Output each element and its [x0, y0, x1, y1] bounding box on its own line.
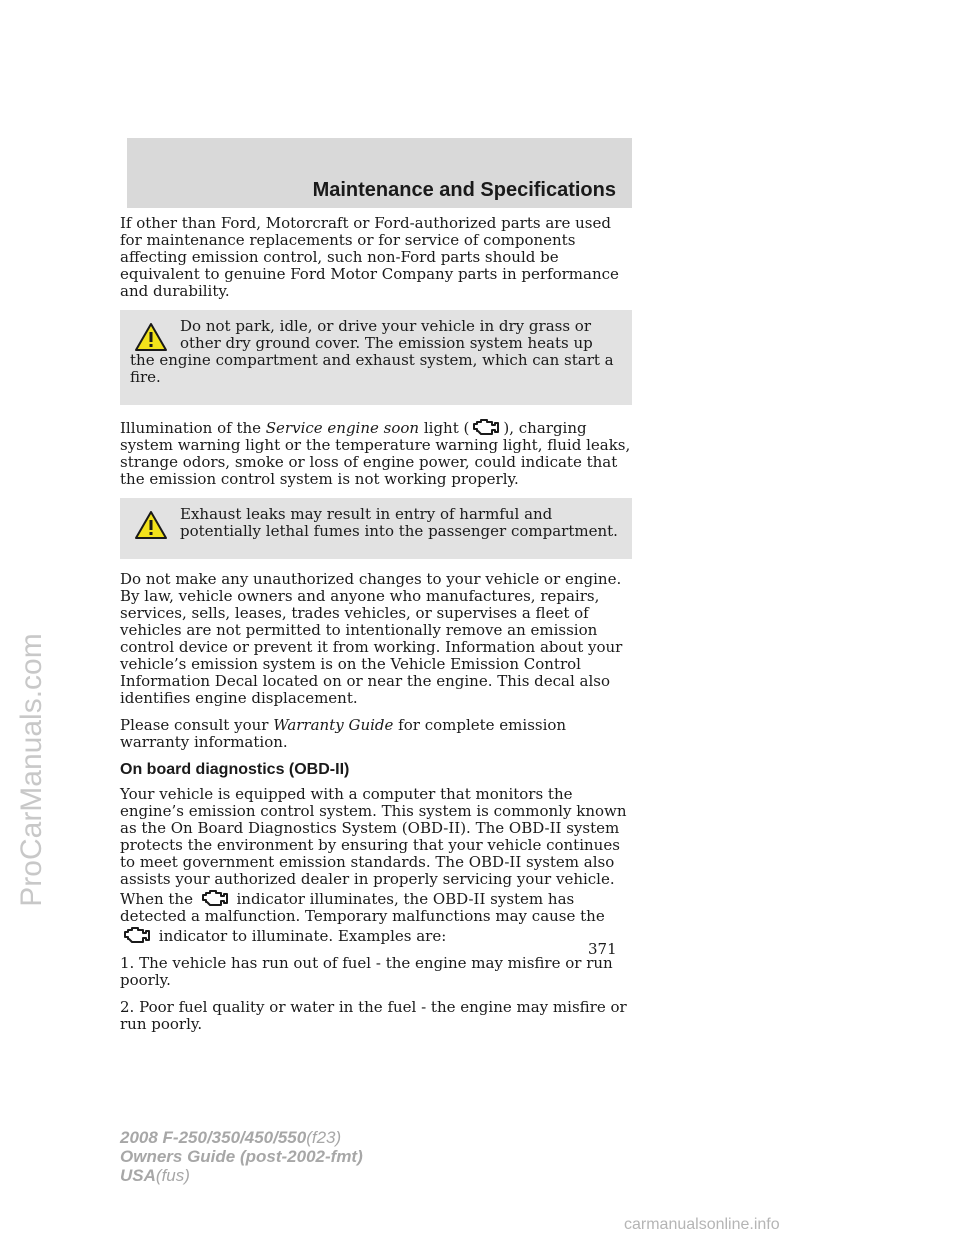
warning-text-fire: Do not park, idle, or drive your vehicle in dry grass or other dry ground cover. The emission system heats up the engine compartment and exhaust system, which can start a fire.	[130, 317, 614, 386]
warning-triangle-icon	[134, 510, 168, 540]
text-run: Your vehicle is equipped with a computer that monitors the engine’s emission control system. This system is commonly known as the On Board Diagnostics System (OBD-II). The OBD-II system protects the environment by ensuring that your vehicle continues to meet government emission standards. The OBD-II system also assists your authorized dealer in properly servicing your vehicle. When the	[120, 785, 627, 908]
warning-box-exhaust	[120, 498, 632, 559]
footer-market-code: (fus)	[155, 1166, 190, 1185]
footer-market: USA	[120, 1166, 156, 1185]
page-title: Maintenance and Specifications	[312, 179, 616, 201]
text-run: light (	[419, 419, 470, 437]
text-run: Illumination of the	[120, 419, 266, 437]
warning-text-exhaust: Exhaust leaks may result in entry of harmful and potentially lethal fumes into the passenger compartment.	[180, 505, 618, 540]
list-item-example-2: 2. Poor fuel quality or water in the fuel - the engine may misfire or run poorly.	[120, 998, 627, 1033]
side-watermark-text: ProCarManuals.com	[15, 633, 48, 907]
footer-model-code: (f23)	[306, 1128, 342, 1147]
side-watermark	[2, 520, 62, 1020]
text-run: ), charging system warning light or the temperature warning light, fluid leaks, strange odors, smoke or loss of engine power, could indicate that the emission control system is not working properly.	[120, 419, 631, 488]
paragraph-unauthorized-changes: Do not make any unauthorized changes to your vehicle or engine. By law, vehicle owners and anyone who manufactures, repairs, services, sells, leases, trades vehicles, or supervises a fleet of vehicles are not permitted to intentionally remove an emission control device or prevent it from working. Information about your vehicle’s emission system is on the Vehicle Emission Control Information Decal located on or near the engine. This decal also identifies engine displacement.	[120, 570, 623, 707]
page-content	[120, 215, 632, 1043]
text-run: for complete emission warranty information.	[120, 716, 567, 751]
page-number: 371	[588, 940, 617, 958]
check-engine-icon	[471, 417, 501, 437]
paragraph-obd	[120, 786, 632, 945]
document-footer	[120, 1128, 363, 1185]
service-engine-soon-term: Service engine soon	[265, 419, 420, 437]
warning-box-fire	[120, 310, 632, 405]
text-run: indicator to illuminate. Examples are:	[154, 927, 447, 945]
paragraph-warranty	[120, 717, 632, 751]
paragraph-illumination	[120, 417, 632, 488]
footer-model: 2008 F-250/350/450/550	[120, 1128, 307, 1147]
text-run: indicator illuminates, the OBD-II system has detected a malfunction. Temporary malfunctions may cause the	[120, 890, 605, 925]
warning-triangle-icon	[134, 322, 168, 352]
header-band	[127, 138, 632, 208]
paragraph-parts: If other than Ford, Motorcraft or Ford-authorized parts are used for maintenance replacements or for service of components affecting emission control, such non-Ford parts should be equivalent to genuine Ford Motor Company parts in performance and durability.	[120, 214, 619, 300]
list-item-example-1: 1. The vehicle has run out of fuel - the engine may misfire or run poorly.	[120, 954, 613, 989]
text-run: Please consult your	[120, 716, 274, 734]
footer-line-model	[120, 1128, 363, 1147]
footer-line-market	[120, 1166, 363, 1185]
check-engine-icon	[200, 888, 230, 908]
bottom-watermark: carmanualsonline.info	[624, 1216, 780, 1233]
warranty-guide-term: Warranty Guide	[273, 716, 394, 734]
section-heading-obd: On board diagnostics (OBD-II)	[120, 761, 350, 778]
check-engine-icon	[122, 925, 152, 945]
footer-line-guide: Owners Guide (post-2002-fmt)	[120, 1147, 363, 1166]
